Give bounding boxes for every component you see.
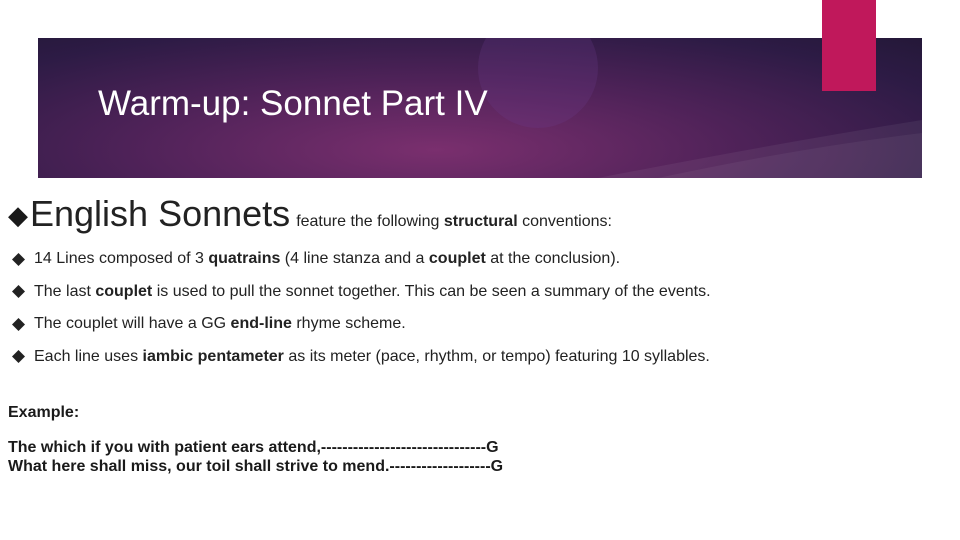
example-line-1: The which if you with patient ears attend,-------------------------------G <box>8 439 499 456</box>
diamond-icon <box>8 314 28 334</box>
diamond-icon <box>8 282 28 302</box>
bullet-text: 14 Lines composed of 3 quatrains (4 line stanza and a couplet at the conclusion). <box>34 250 621 268</box>
slide-title: Warm-up: Sonnet Part IV <box>98 84 488 123</box>
list-item <box>8 276 711 309</box>
list-item <box>8 308 711 341</box>
heading-subtext <box>296 213 612 231</box>
heading-subtext-pre: feature the following <box>296 213 440 230</box>
heading-subtext-post: conventions: <box>522 213 612 230</box>
list-item <box>8 341 711 374</box>
diamond-icon <box>8 347 28 367</box>
main-bullet <box>8 193 612 235</box>
example-label: Example: <box>8 404 80 421</box>
list-item <box>8 243 711 276</box>
bullet-text: The couplet will have a GG end-line rhyme scheme. <box>34 315 406 333</box>
bullet-text: Each line uses iambic pentameter as its meter (pace, rhythm, or tempo) featuring 10 syllables. <box>34 347 710 365</box>
diamond-icon: ◆ <box>8 200 28 230</box>
bullet-list <box>8 243 711 373</box>
heading-text: English Sonnets <box>30 193 291 234</box>
example-line-2: What here shall miss, our toil shall strive to mend.-------------------G <box>8 458 504 475</box>
example-couplet <box>8 438 503 476</box>
heading-subtext-bold: structural <box>443 213 518 230</box>
diamond-icon <box>8 249 28 269</box>
accent-bar <box>822 0 876 91</box>
bullet-text: The last couplet is used to pull the sonnet together. This can be seen a summary of the events. <box>34 282 711 300</box>
